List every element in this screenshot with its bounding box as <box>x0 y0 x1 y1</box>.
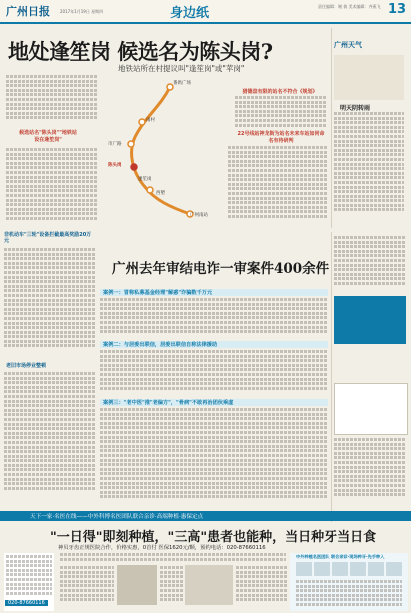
newspaper-logo: 广州日报 <box>6 5 50 18</box>
case-2-body <box>100 350 328 396</box>
case-1-title: 案例一：冒称私募基金经理"解惑"诈骗数千万元 <box>103 290 213 296</box>
case-1-body <box>100 298 328 338</box>
second-headline: 广州去年审结电诈一审案件400余件 <box>112 261 330 277</box>
doctor-portrait <box>314 562 330 576</box>
ad-banner-text: 天下一家·名医在线——中外科博名医团队联合亲诊·高端种植·惠保定点 <box>30 514 204 520</box>
station-marker-highlight <box>131 164 137 170</box>
station-label: 广州南站 <box>190 213 208 218</box>
station-label: 陈头岗 <box>108 163 122 168</box>
sidebar-body-text <box>334 112 404 222</box>
short-news-title-1: 非机动车"三轮"设备拦截最高奖励20万元 <box>4 232 92 244</box>
short-news-body-1 <box>4 248 96 358</box>
doctor-portrait <box>350 562 366 576</box>
lead-callout-line22: 22号线站神龙街为站名未来车站如何命名有待研判 <box>237 131 325 144</box>
lead-subhead: 地铁站所在村提议叫"逢笙岗"或"苹岗" <box>118 64 245 73</box>
lead-body-text-1 <box>6 75 98 125</box>
lead-callout-plan: 猎德盘有限的站名不符合《规划》 <box>242 89 318 95</box>
station-marker <box>139 119 145 125</box>
station-label: 番禺广场 <box>173 81 191 86</box>
ad-middle-text <box>60 553 286 563</box>
lead-body-text-4 <box>228 146 328 226</box>
doctor-photo <box>117 565 157 605</box>
lead-body-text-2 <box>6 148 98 226</box>
sidebar-heading: 明天阴转雨 <box>340 105 371 112</box>
station-label: 西塱 <box>156 191 165 196</box>
ad-right-text <box>296 580 402 608</box>
lead-headline: 地处逢笙岗 候选名为陈头岗? <box>8 39 273 64</box>
ad-right-title: 中外种植名医团队 联合亲诊·现场种牙·先手种入 <box>296 554 385 559</box>
right-column-text <box>334 236 406 292</box>
ad-headline: "一日得"即刻种植，"三高"患者也能种，当日种牙当日食 <box>50 530 377 545</box>
station-marker <box>128 141 134 147</box>
doctor-portrait <box>332 562 348 576</box>
short-news-title-2: 老旧市场停业整顿 <box>6 363 47 369</box>
ad-middle-text-3 <box>160 566 184 606</box>
station-label: 市广路 <box>108 142 122 147</box>
clinic-photo <box>185 565 233 605</box>
station-label: 南村 <box>146 118 155 123</box>
case-2-title: 案例二：与居委出联信，居委出联信自称法律援助 <box>103 342 218 348</box>
lead-callout-station-name: 候选站名"陈头岗""地铁站设在逢笙岗" <box>19 130 77 143</box>
doctor-portrait <box>386 562 402 576</box>
doctor-portraits <box>296 562 402 576</box>
doctor-portrait <box>368 562 384 576</box>
station-label: 逢笙岗 <box>138 177 152 182</box>
right-column-text-2 <box>334 438 406 504</box>
ad-middle-text-2 <box>60 566 114 606</box>
issue-date: 2017年1月19日 星期四 <box>60 9 104 14</box>
page-number: 13 <box>388 2 407 17</box>
editor-info: 责任编辑：谢 倩 美术编辑：齐燕飞 <box>318 4 381 9</box>
doctor-portrait <box>296 562 312 576</box>
lottery-box <box>334 296 406 344</box>
lead-body-text-3 <box>235 96 327 130</box>
ad-middle-text-4 <box>236 566 288 606</box>
weather-table <box>334 55 404 100</box>
ad-subline: 神贝牙齿正规医院合作，价格实惠，0首付 医保1620元/颗，预约电话：020-87660116 <box>58 545 266 551</box>
case-3-body <box>100 408 328 506</box>
short-news-body-2 <box>4 372 96 502</box>
stock-table <box>334 383 408 435</box>
section-title: 身边纸 <box>170 6 210 21</box>
sidebar-title: 广州天气 <box>334 41 362 49</box>
ad-phone-number: 020-87660116 <box>5 600 48 606</box>
metro-line-map <box>100 82 225 222</box>
ad-left-text <box>6 555 52 597</box>
short-news-block-1 <box>4 232 96 244</box>
station-marker <box>147 187 153 193</box>
case-3-title: 案例三："老中医"推"老偏方"，"骨病"不敢再治团伙乘虚 <box>103 400 234 406</box>
